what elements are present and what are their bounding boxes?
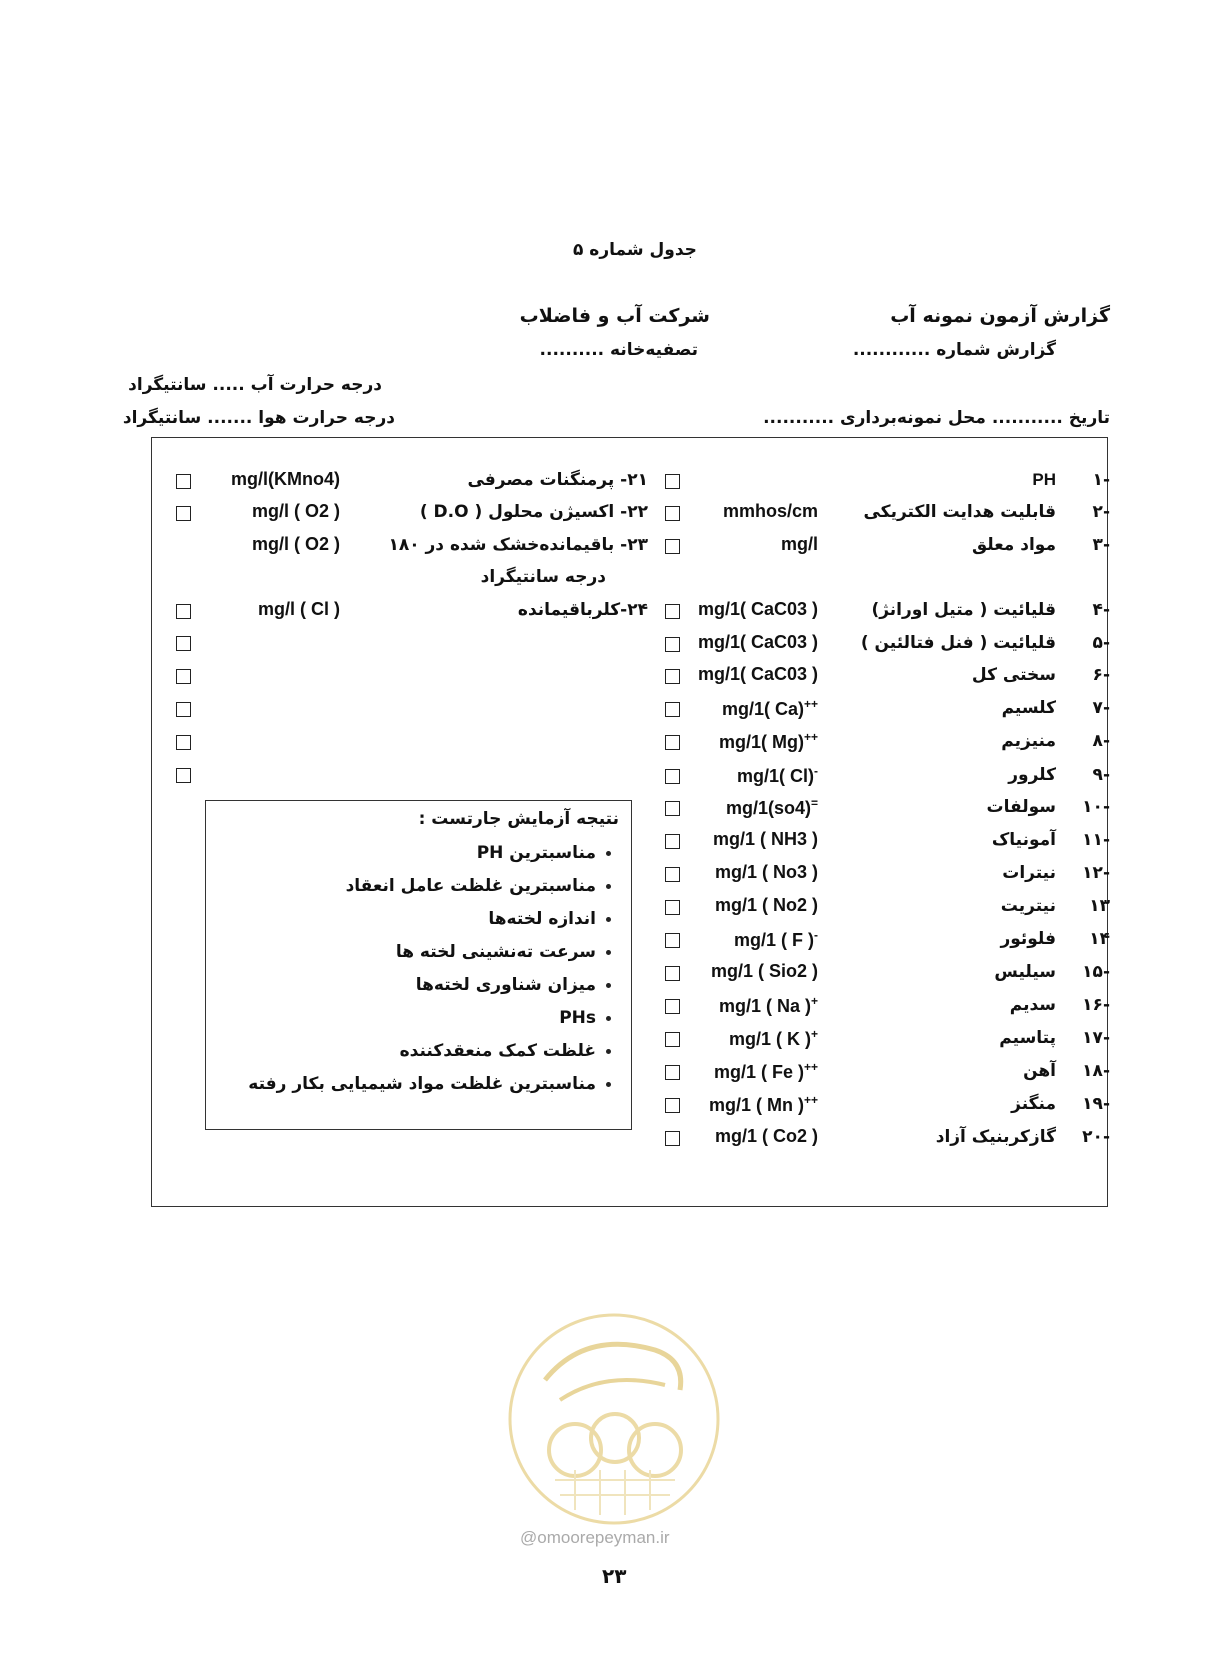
jar-test-item-text: مناسبترین غلظت مواد شیمیایی بکار رفته [248, 1074, 596, 1094]
jar-test-title: نتیجه آزمایش جارتست : [418, 809, 619, 829]
air-temperature: درجه حرارت هوا ....... سانتیگراد [122, 408, 395, 428]
item-checkbox[interactable] [665, 999, 680, 1014]
item-number: -۱۱ [1082, 830, 1110, 850]
item-number: -۱۲ [1082, 863, 1110, 883]
unit-superscript: ++ [803, 730, 818, 744]
item-checkbox[interactable] [665, 1098, 680, 1113]
item-checkbox[interactable] [665, 669, 680, 684]
item-unit [715, 1126, 818, 1147]
item-number: -۱۶ [1082, 995, 1110, 1015]
report-number: گزارش شماره ............ [852, 340, 1056, 360]
unit-text: mg/1 ( Co2 ) [714, 1126, 818, 1146]
jar-test-item [396, 942, 611, 962]
item-label: فلوئور [1000, 929, 1056, 949]
item-number: -۱۷ [1082, 1028, 1110, 1048]
left-checkbox[interactable] [176, 669, 191, 684]
item-number: -۳ [1092, 535, 1110, 555]
left-item-label: درجه سانتیگراد [480, 567, 606, 587]
item-checkbox[interactable] [665, 1032, 680, 1047]
jar-test-item-text: سرعت ته‌نشینی لخته ها [395, 942, 596, 962]
jar-test-item-text: میزان شناوری لخته‌ها [415, 975, 596, 995]
item-unit [723, 501, 818, 522]
unit-superscript: ++ [803, 697, 818, 711]
item-checkbox[interactable] [665, 933, 680, 948]
item-checkbox[interactable] [665, 966, 680, 981]
item-number: -۷ [1092, 698, 1110, 718]
item-checkbox[interactable] [665, 637, 680, 652]
item-label: پتاسیم [999, 1028, 1056, 1048]
unit-text: mg/1 ( Fe ) [713, 1062, 804, 1082]
item-number: -۱۵ [1082, 962, 1110, 982]
date-location: تاریخ ........... محل نمونه‌برداری ........... [763, 408, 1110, 428]
left-item-label: ۲۱- پرمنگنات مصرفی [467, 470, 648, 490]
unit-text: mg/1 ( Sio2 ) [710, 961, 818, 981]
unit-text: mg/1(so4) [725, 798, 811, 818]
item-checkbox[interactable] [665, 900, 680, 915]
unit-text: mg/1( CaC03 ) [697, 632, 818, 652]
item-unit [715, 862, 818, 883]
item-unit [714, 1060, 818, 1083]
unit-text: mmhos/cm [722, 501, 818, 521]
unit-superscript: + [810, 1027, 818, 1041]
item-label: سختی کل [971, 665, 1056, 685]
unit-text: mg/l [780, 534, 818, 554]
item-label: PH [1032, 470, 1056, 489]
jar-test-item [488, 909, 611, 929]
left-checkbox[interactable] [176, 702, 191, 717]
item-label: منگنز [1011, 1094, 1056, 1114]
unit-text: mg/1 ( F ) [734, 930, 814, 950]
item-unit [734, 928, 818, 951]
page-number: ۲۳ [602, 1564, 627, 1588]
unit-text: mg/1 ( No2 ) [714, 895, 818, 915]
item-checkbox[interactable] [665, 474, 680, 489]
item-unit [709, 1093, 818, 1116]
jar-test-item-text: PHs [559, 1008, 596, 1028]
jar-test-item-text: مناسبترین غلظت عامل انعقاد [345, 876, 596, 896]
item-number: -۹ [1092, 765, 1110, 785]
jar-test-item-text: اندازه لخته‌ها [488, 909, 596, 929]
bullet-icon [606, 1049, 611, 1054]
item-number: -۶ [1092, 665, 1110, 685]
item-checkbox[interactable] [665, 1131, 680, 1146]
unit-text: mg/1 ( No3 ) [714, 862, 818, 882]
item-checkbox[interactable] [665, 769, 680, 784]
item-unit [719, 730, 818, 753]
jar-test-item [559, 1008, 611, 1028]
item-unit [713, 829, 818, 850]
item-unit [781, 534, 818, 555]
jar-test-item [400, 1041, 611, 1061]
unit-text: mg/1 ( NH3 ) [712, 829, 818, 849]
unit-superscript: ++ [803, 1093, 818, 1107]
item-label: کلسیم [1001, 698, 1056, 718]
item-number: -۲۰ [1082, 1127, 1110, 1147]
unit-text: mg/1 ( Mn ) [708, 1095, 804, 1115]
item-checkbox[interactable] [665, 506, 680, 521]
item-number: -۱ [1092, 470, 1110, 490]
item-number: -۱۹ [1082, 1094, 1110, 1114]
unit-superscript: + [810, 994, 818, 1008]
left-item-unit: mg/l ( O2 ) [251, 534, 340, 554]
bullet-icon [606, 884, 611, 889]
bullet-icon [606, 1082, 611, 1087]
item-unit [729, 1027, 818, 1050]
item-number: -۵ [1092, 633, 1110, 653]
item-number: ۱۳ [1089, 896, 1110, 916]
jar-test-item [346, 876, 611, 896]
left-checkbox[interactable] [176, 768, 191, 783]
unit-superscript: ++ [803, 1060, 818, 1074]
item-unit [719, 994, 818, 1017]
left-checkbox[interactable] [176, 735, 191, 750]
item-unit [711, 961, 818, 982]
unit-text: mg/1 ( Na ) [718, 996, 811, 1016]
item-label: مواد معلق [971, 535, 1056, 555]
item-label: سدیم [1009, 995, 1056, 1015]
item-label: سیلیس [994, 962, 1056, 982]
unit-text: mg/1( Cl) [736, 766, 814, 786]
item-unit [698, 599, 818, 620]
unit-text: mg/1 ( K ) [728, 1029, 811, 1049]
item-number: -۴ [1092, 600, 1110, 620]
item-label: آهن [1023, 1061, 1056, 1081]
item-label: قلیائیت ( متیل اورانژ) [871, 600, 1056, 620]
unit-text: mg/1( Mg) [718, 732, 804, 752]
jar-test-item [248, 1074, 611, 1094]
unit-text: mg/1( CaC03 ) [697, 599, 818, 619]
item-label: نیتریت [1000, 896, 1056, 916]
item-label: گازکربنیک آزاد [935, 1127, 1056, 1147]
item-unit [726, 796, 818, 819]
jar-test-item-text: غلظت کمک منعقدکننده [399, 1041, 596, 1061]
left-checkbox[interactable] [176, 506, 191, 521]
item-number: -۲ [1092, 502, 1110, 522]
watermark-logo-icon [505, 1310, 723, 1528]
item-label: آمونیاک [991, 830, 1056, 850]
item-label: سولفات [986, 797, 1056, 817]
company-name: شرکت آب و فاضلاب [519, 305, 710, 327]
unit-text: mg/1( CaC03 ) [697, 664, 818, 684]
item-label: منیزیم [1001, 731, 1056, 751]
item-checkbox[interactable] [665, 801, 680, 816]
watermark-url: @omoorepeyman.ir [520, 1528, 670, 1547]
item-unit [722, 697, 818, 720]
jar-test-box [205, 800, 632, 1130]
item-label: قلیائیت ( فنل فتالئین ) [860, 633, 1056, 653]
water-temperature: درجه حرارت آب ..... سانتیگراد [128, 375, 382, 395]
left-checkbox[interactable] [176, 474, 191, 489]
item-label: قابلیت هدایت الکتریکی [863, 502, 1056, 522]
plant-name: تصفیه‌خانه .......... [539, 340, 698, 360]
item-number: -۱۸ [1082, 1061, 1110, 1081]
item-checkbox[interactable] [665, 867, 680, 882]
jar-test-item [477, 843, 611, 863]
jar-test-item-text: مناسبترین PH [476, 843, 596, 863]
item-unit [698, 664, 818, 685]
left-item-unit: mg/l(KMno4) [231, 469, 340, 489]
unit-superscript: = [810, 796, 818, 810]
unit-text: mg/1( Ca) [721, 699, 804, 719]
unit-superscript: - [814, 928, 818, 942]
item-number: -۸ [1092, 731, 1110, 751]
left-checkbox[interactable] [176, 636, 191, 651]
report-title: گزارش آزمون نمونه آب [890, 305, 1110, 327]
table-title: جدول شماره ۵ [573, 240, 697, 260]
item-label: نیترات [1002, 863, 1056, 883]
bullet-icon [606, 950, 611, 955]
item-checkbox[interactable] [665, 834, 680, 849]
left-item-unit: mg/l ( O2 ) [251, 501, 340, 521]
left-item-label: ۲۳- باقیمانده‌خشک شده در ۱۸۰ [388, 535, 648, 555]
bullet-icon [606, 983, 611, 988]
unit-superscript: - [814, 764, 818, 778]
item-unit [737, 764, 818, 787]
item-label: کلرور [1008, 765, 1056, 785]
item-number: -۱۰ [1082, 797, 1110, 817]
bullet-icon [606, 851, 611, 856]
item-checkbox[interactable] [665, 539, 680, 554]
left-checkbox[interactable] [176, 604, 191, 619]
bullet-icon [606, 1016, 611, 1021]
left-item-label: ۲۴-کلرباقیمانده [517, 600, 648, 620]
item-unit [715, 895, 818, 916]
item-checkbox[interactable] [665, 1065, 680, 1080]
item-number: ۱۴ [1089, 929, 1110, 949]
item-checkbox[interactable] [665, 735, 680, 750]
item-checkbox[interactable] [665, 604, 680, 619]
bullet-icon [606, 917, 611, 922]
item-checkbox[interactable] [665, 702, 680, 717]
left-item-unit: mg/l ( Cl ) [258, 599, 340, 619]
left-item-label: ۲۲- اکسیژن محلول ( D.O ) [419, 502, 648, 522]
item-unit [698, 632, 818, 653]
jar-test-item [416, 975, 611, 995]
